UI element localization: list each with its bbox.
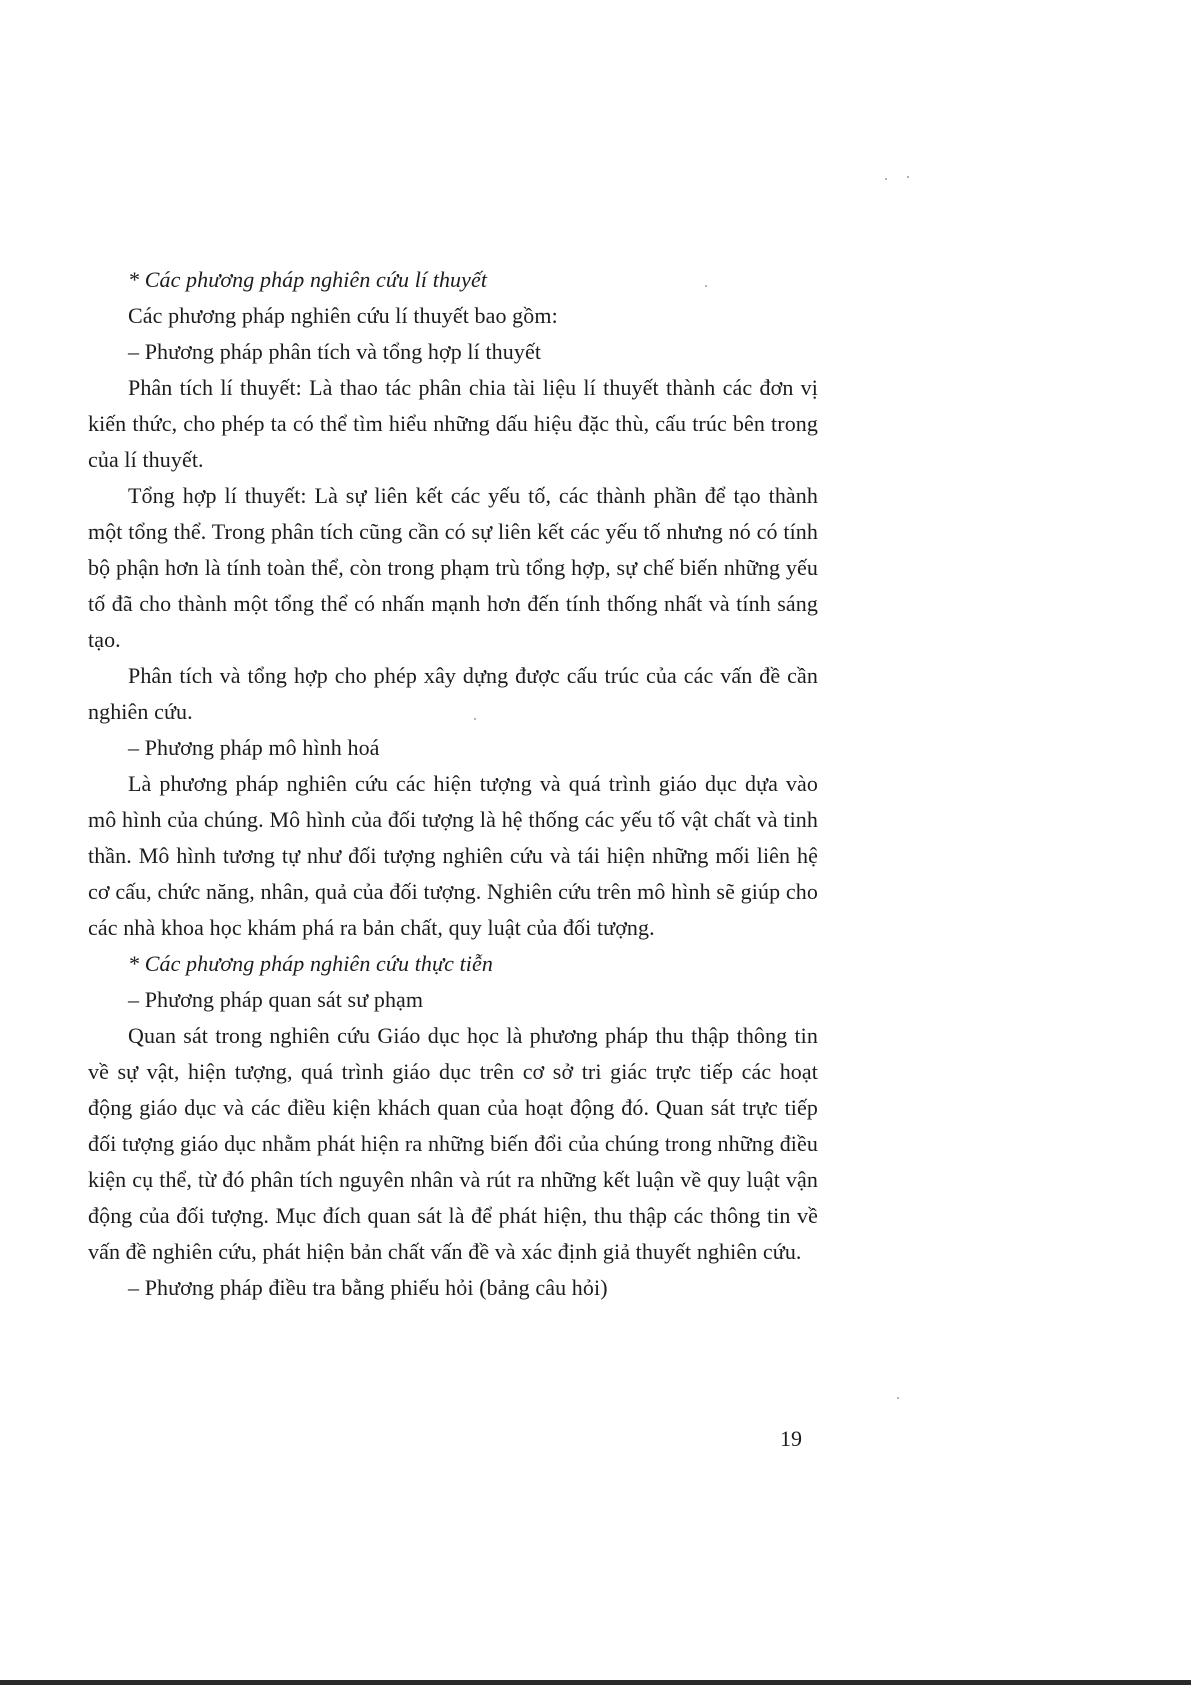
page-body-text (88, 262, 818, 1306)
scan-speck (907, 176, 909, 178)
page-number: 19 (780, 1426, 802, 1451)
item-modeling-method: – Phương pháp mô hình hoá (128, 735, 380, 760)
scan-bottom-edge (0, 1680, 1191, 1685)
item-observation-method: – Phương pháp quan sát sư phạm (128, 987, 424, 1012)
paragraph-observation-description: Quan sát trong nghiên cứu Giáo dục học là phương pháp thu thập thông tin về sự vật, hiện tượng, quá trình giáo dục trên cơ sở tri giác trực tiếp các hoạt động giáo dục và các điều kiện khách quan của hoạt động đó. Quan sát trực tiếp đối tượng giáo dục nhằm phát hiện ra những biến đổi của chúng trong những điều kiện cụ thể, từ đó phân tích nguyên nhân và rút ra những kết luận về quy luật vận động của đối tượng. Mục đích quan sát là để phát hiện, thu thập các thông tin về vấn đề nghiên cứu, phát hiện bản chất vấn đề và xác định giả thuyết nghiên cứu. (88, 1023, 818, 1264)
paragraph-theory-synthesis: Tổng hợp lí thuyết: Là sự liên kết các yếu tố, các thành phần để tạo thành một tổng thể. Trong phân tích cũng cần có sự liên kết các yếu tố nhưng nó có tính bộ phận hơn là tính toàn thể, còn trong phạm trù tổng hợp, sự chế biến những yếu tố đã cho thành một tổng thể có nhấn mạnh hơn đến tính thống nhất và tính sáng tạo. (88, 483, 818, 652)
scan-speck (885, 178, 887, 180)
scan-speck (474, 718, 476, 720)
paragraph-theory-analysis: Phân tích lí thuyết: Là thao tác phân chia tài liệu lí thuyết thành các đơn vị kiến thức, cho phép ta có thể tìm hiểu những dấu hiệu đặc thù, cấu trúc bên trong của lí thuyết. (88, 375, 818, 472)
scan-speck (705, 285, 707, 287)
heading-practical-methods: * Các phương pháp nghiên cứu thực tiễn (128, 951, 493, 976)
scan-speck (897, 1397, 899, 1399)
paragraph-analysis-synthesis-summary: Phân tích và tổng hợp cho phép xây dựng được cấu trúc của các vấn đề cần nghiên cứu. (88, 663, 818, 724)
item-questionnaire-method: – Phương pháp điều tra bằng phiếu hỏi (bảng câu hỏi) (128, 1275, 608, 1300)
heading-theory-methods: * Các phương pháp nghiên cứu lí thuyết (128, 267, 488, 292)
paragraph-modeling-description: Là phương pháp nghiên cứu các hiện tượng và quá trình giáo dục dựa vào mô hình của chúng. Mô hình của đối tượng là hệ thống các yếu tố vật chất và tinh thần. Mô hình tương tự như đối tượng nghiên cứu và tái hiện những mối liên hệ cơ cấu, chức năng, nhân, quả của đối tượng. Nghiên cứu trên mô hình sẽ giúp cho các nhà khoa học khám phá ra bản chất, quy luật của đối tượng. (88, 771, 818, 940)
paragraph-theory-intro: Các phương pháp nghiên cứu lí thuyết bao gồm: (128, 303, 558, 328)
item-analysis-synthesis: – Phương pháp phân tích và tổng hợp lí thuyết (128, 339, 542, 364)
